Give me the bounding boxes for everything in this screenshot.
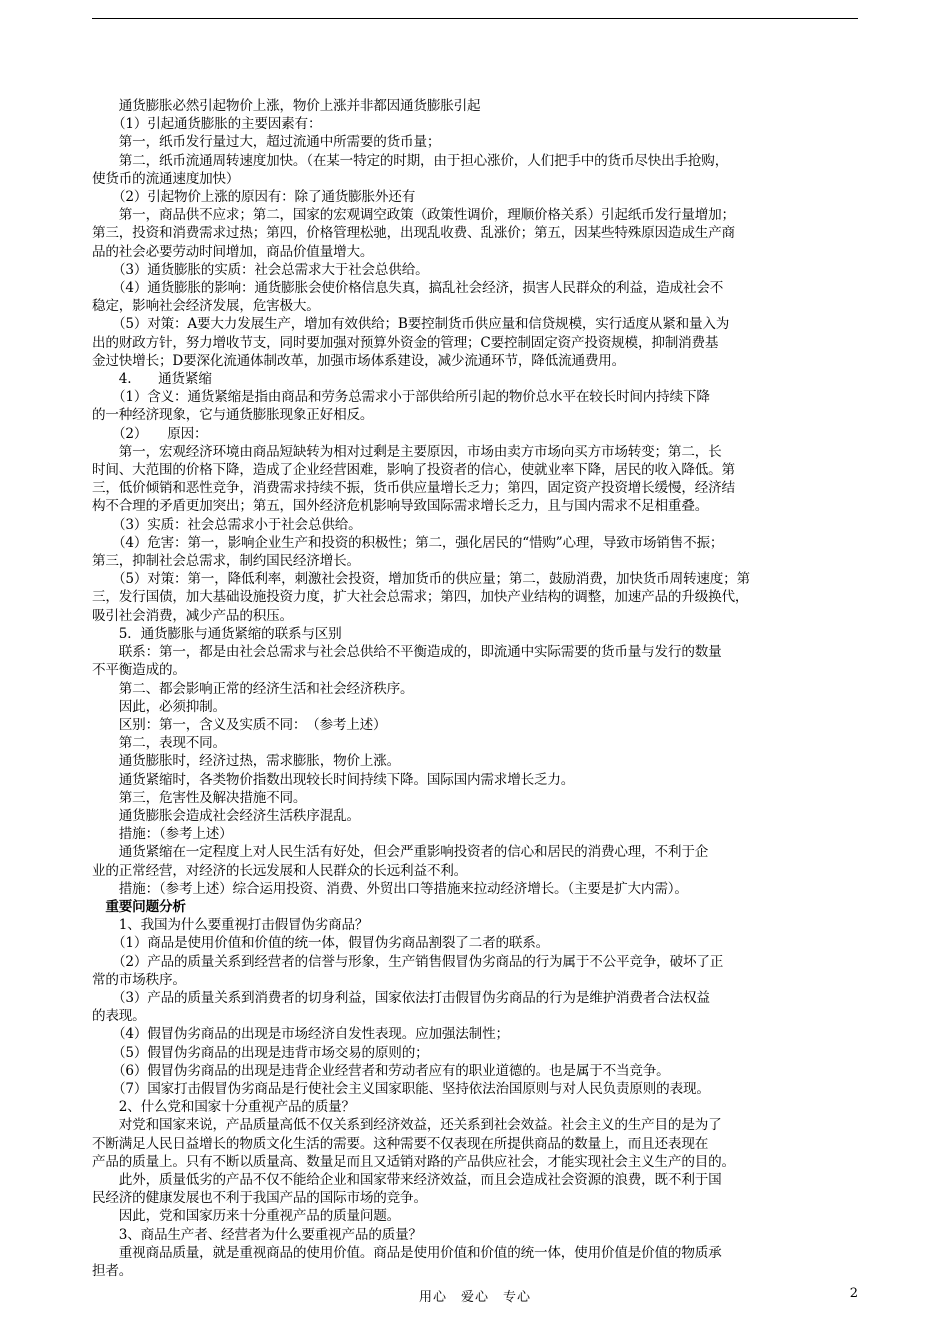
text-line: 的表现。 [92, 1008, 146, 1025]
page-footer [0, 1286, 950, 1306]
text-line: 通货膨胀必然引起物价上涨，物价上涨并非都因通货膨胀引起 [92, 98, 481, 114]
text-line: （3）实质：社会总需求小于社会总供给。 [92, 516, 362, 533]
document-body [92, 97, 858, 1280]
text-line: 1、我国为什么要重视打击假冒伪劣商品？ [92, 917, 369, 934]
text-line: 第三，抑制社会总需求，制约国民经济增长。 [92, 553, 360, 570]
text-line: 担者。 [92, 1263, 133, 1279]
text-line: 三，低价倾销和恶性竞争，消费需求持续不振，货币供应量增长乏力；第四，固定资产投资增长缓慢，经济结 [92, 480, 735, 497]
text-line: 时间、大范围的价格下降，造成了企业经营困难，影响了投资者的信心，使就业率下降，居民的收入降低。第 [92, 462, 735, 479]
text-line: （5）假冒伪劣商品的出现是违背市场交易的原则的； [92, 1044, 429, 1061]
text-line: 金过快增长；D要深化流通体制改革，加强市场体系建设，减少流通环节，降低流通费用。 [92, 352, 626, 369]
text-line: 区别：第一，含义及实质不同： （参考上述） [92, 716, 387, 733]
text-line: （1）引起通货膨胀的主要因素有： [92, 116, 322, 133]
text-line: 业的正常经营，对经济的长远发展和人民群众的长远利益不利。 [92, 862, 468, 879]
text-line: 民经济的健康发展也不利于我国产品的国际市场的竞争。 [92, 1190, 427, 1207]
text-line: （5）对策：A要大力发展生产，增加有效供给；B要控制货币供应量和信贷规模，实行适度从紧和量入为 [92, 316, 730, 333]
text-line: 第一，宏观经济环境由商品短缺转为相对过剩是主要原因，市场由卖方市场向买方市场转变；第二，长 [92, 443, 722, 460]
text-line: （2）产品的质量关系到经营者的信誉与形象，生产销售假冒伪劣商品的行为属于不公平竞争，破坏了正 [92, 953, 724, 970]
text-line: 对党和国家来说，产品质量高低不仅关系到经济效益，还关系到社会效益。社会主义的生产目的是为了 [92, 1117, 722, 1134]
text-line: 2、什么党和国家十分重视产品的质量？ [92, 1099, 355, 1116]
text-line: 品的社会必要劳动时间增加，商品价值量增大。 [92, 243, 374, 260]
text-line: 第三，投资和消费需求过热；第四，价格管理松驰，出现乱收费、乱涨价；第五，因某些特殊原因造成生产商 [92, 225, 735, 242]
text-line: 措施：（参考上述） [92, 826, 233, 843]
text-line: （5）对策：第一，降低利率，刺激社会投资，增加货币的供应量；第二，鼓励消费，加快货币周转速度；第 [92, 571, 750, 588]
text-line: 第二、都会影响正常的经济生活和社会经济秩序。 [92, 680, 414, 697]
text-line: 吸引社会消费，减少产品的积压。 [92, 607, 293, 624]
text-line: （6）假冒伪劣商品的出现是违背企业经营者和劳动者应有的职业道德的。也是属于不当竞争。 [92, 1062, 670, 1079]
text-line: 联系：第一，都是由社会总需求与社会总供给不平衡造成的，即流通中实际需要的货币量与发行的数量 [92, 644, 722, 661]
header-rule [92, 18, 858, 19]
text-line: 常的市场秩序。 [92, 971, 186, 988]
text-line: 3、商品生产者、经营者为什么要重视产品的质量？ [92, 1226, 422, 1243]
page-number: 2 [849, 1286, 858, 1301]
text-line: 出的财政方针，努力增收节支，同时要加强对预算外资金的管理；C要控制固定资产投资规模，抑制消费基 [92, 334, 719, 351]
text-line: 第二，纸币流通周转速度加快。（在某一特定的时期，由于担心涨价，人们把手中的货币尽快出手抢购， [92, 152, 729, 169]
text-line: （3）产品的质量关系到消费者的切身利益，国家依法打击假冒伪劣商品的行为是维护消费者合法权益 [92, 989, 710, 1006]
text-line: （2） 原因： [92, 425, 208, 442]
text-line: 4. 通货紧缩 [92, 371, 212, 388]
text-line: （1）含义：通货紧缩是指由商品和劳务总需求小于部供给所引起的物价总水平在较长时间内持续下降 [92, 389, 710, 406]
text-line: 构不合理的矛盾更加突出；第五，国外经济危机影响导致国际需求增长乏力，且与国内需求不足相重叠。 [92, 498, 709, 515]
text-line: 产品的质量上。只有不断以质量高、数量足而且又适销对路的产品供应社会，才能实现社会主义生产的目的。 [92, 1153, 735, 1170]
section-heading: 重要问题分析 [92, 898, 186, 915]
text-line: 通货膨胀时，经济过热，需求膨胀，物价上涨。 [92, 753, 401, 770]
text-line: 第二，表现不同。 [92, 735, 226, 752]
text-line: 不平衡造成的。 [92, 662, 186, 679]
text-line: 因此，党和国家历来十分重视产品的质量问题。 [92, 1208, 401, 1225]
text-line: （1）商品是使用价值和价值的统一体，假冒伪劣商品割裂了二者的联系。 [92, 935, 550, 952]
text-line: （2）引起物价上涨的原因有：除了通货膨胀外还有 [92, 189, 416, 206]
text-line: （4）通货膨胀的影响：通货膨胀会使价格信息失真，搞乱社会经济，损害人民群众的利益，造成社会不 [92, 280, 724, 297]
text-line: 稳定，影响社会经济发展，危害极大。 [92, 298, 320, 315]
text-line: （3）通货膨胀的实质：社会总需求大于社会总供给。 [92, 261, 429, 278]
text-line: 因此，必须抑制。 [92, 698, 226, 715]
text-line: 重视商品质量，就是重视商品的使用价值。商品是使用价值和价值的统一体，使用价值是价值的物质承 [92, 1244, 722, 1261]
text-line: 通货紧缩时，各类物价指数出现较长时间持续下降。国际国内需求增长乏力。 [92, 771, 575, 788]
text-line: 措施：（参考上述）综合运用投资、消费、外贸出口等措施来拉动经济增长。（主要是扩大内需）。 [92, 880, 688, 897]
text-line: 的一种经济现象，它与通货膨胀现象正好相反。 [92, 407, 374, 424]
text-line: 第三，危害性及解决措施不同。 [92, 789, 307, 806]
text-line: （4）假冒伪劣商品的出现是市场经济自发性表现。应加强法制性； [92, 1026, 509, 1043]
text-line: 通货紧缩在一定程度上对人民生活有好处，但会严重影响投资者的信心和居民的消费心理，不利于企 [92, 844, 709, 861]
text-line: 此外，质量低劣的产品不仅不能给企业和国家带来经济效益，而且会造成社会资源的浪费，既不利于国 [92, 1171, 722, 1188]
text-line: 5．通货膨胀与通货紧缩的联系与区别 [92, 625, 342, 642]
footer-slogan: 用心 爱心 专心 [418, 1290, 531, 1305]
text-line: 第一，商品供不应求；第二，国家的宏观调空政策（政策性调价，理顺价格关系）引起纸币发行量增加； [92, 207, 735, 224]
text-line: 不断满足人民日益增长的物质文化生活的需要。这种需要不仅表现在所提供商品的数量上，而且还表现在 [92, 1135, 709, 1152]
text-line: （4）危害：第一，影响企业生产和投资的积极性；第二，强化居民的“惜购”心理，导致市场销售不振； [92, 534, 724, 551]
text-line: （7）国家打击假冒伪劣商品是行使社会主义国家职能、坚持依法治国原则与对人民负责原则的表现。 [92, 1080, 710, 1097]
text-line: 三，发行国债，加大基础设施投资力度，扩大社会总需求；第四，加快产业结构的调整，加速产品的升级换代， [92, 589, 749, 606]
text-line: 第一，纸币发行量过大，超过流通中所需要的货币量； [92, 134, 441, 151]
text-line: 使货币的流通速度加快） [92, 170, 240, 187]
text-line: 通货膨胀会造成社会经济生活秩序混乱。 [92, 807, 360, 824]
